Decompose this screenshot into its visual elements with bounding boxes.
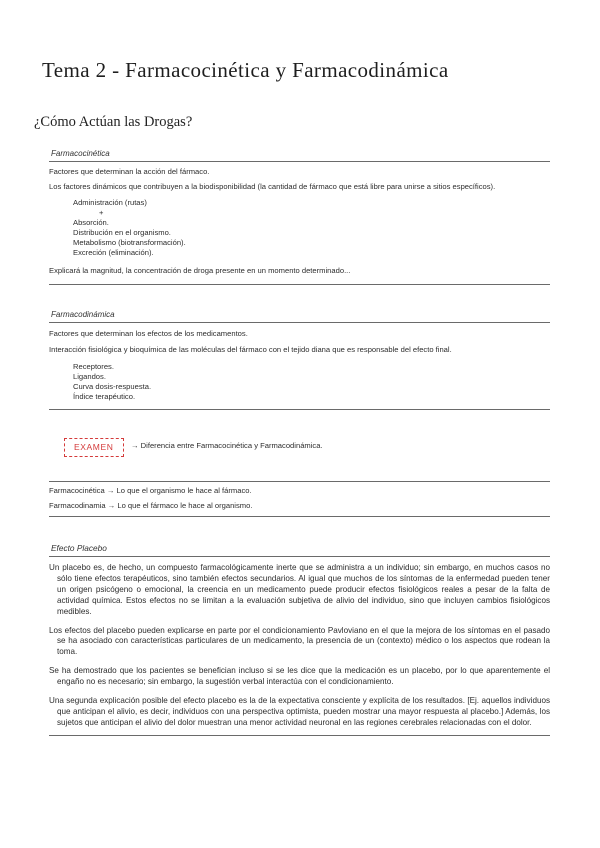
definition-farmacodinamia: Farmacodinamia → Lo que el fármaco le hace al organismo. [49,501,253,510]
list-item: Absorción. [73,218,109,227]
divider [49,284,550,285]
list-item: Ligandos. [73,372,106,381]
placebo-p1: Un placebo es, de hecho, un compuesto farmacológicamente inerte que se administra a un individuo; sin embargo, en muchos casos no sólo tiene efectos terapéuticos, sino también efectos secundarios. Al igual que muchos de los síntomas de la enfermedad pueden tener un origen psicógeno o emocional, la creencia en un medicamento puede producir efectos fisiológicos reales a pesar de la falta de actividad química. Estos efectos no se limitan a la evaluación subjetiva de alivio del individuo, sino que incluyen cambios fisiológicos medibles. [49,563,550,616]
placebo-section [49,543,550,736]
farmacocinetica-list [73,198,550,258]
list-item: Índice terapéutico. [73,392,136,401]
farmacocinetica-p3: Explicará la magnitud, la concentración de droga presente en un momento determinado... [49,266,351,275]
page-title: Tema 2 - Farmacocinética y Farmacodinámica [42,58,449,82]
list-item: Receptores. [73,362,114,371]
section-subtitle: ¿Cómo Actúan las Drogas? [34,114,193,130]
placebo-p2: Los efectos del placebo pueden explicarse en parte por el condicionamiento Pavloviano en el que la mejora de los síntomas en el pasado se ha asociado con características particulares de un medicamento, la presencia de un (contexto) médico o los aspectos que rodean la toma. [49,625,550,657]
definition-farmacocinetica: Farmacocinética → Lo que el organismo le hace al fármaco. [49,486,252,495]
farmacocinetica-p1: Factores que determinan la acción del fármaco. [49,167,210,176]
farmacodinamia-list [73,362,550,402]
divider [49,409,550,410]
list-item: Metabolismo (biotransformación). [73,238,186,247]
list-item: Curva dosis-respuesta. [73,382,152,391]
farmacocinetica-section [49,148,550,285]
divider [49,481,550,482]
list-item: Administración (rutas) [73,198,147,207]
farmacodinamia-section [49,309,550,410]
farmacocinetica-header: Farmacocinética [49,148,550,162]
examen-callout [64,437,323,457]
examen-text: → Diferencia entre Farmacocinética y Farmacodinámica. [130,441,323,451]
farmacocinetica-p2: Los factores dinámicos que contribuyen a la biodisponibilidad (la cantidad de fármaco que está libre para unirse a sitios específicos). [49,182,496,191]
list-item: + [99,208,104,217]
examen-badge: EXAMEN [64,438,124,457]
placebo-p4: Una segunda explicación posible del efecto placebo es la de la expectativa consciente y explícita de los resultados. [Ej. aquellos individuos que anticipan el alivio, es decir, individuos con una perspectiva optimista, pueden mostrar una mayor respuesta al placebo.] Además, los sujetos que anticipan el alivio del dolor muestran una menor actividad neuronal en las regiones cerebrales relacionadas con el dolor. [49,696,550,727]
farmacodinamia-p2: Interacción fisiológica y bioquímica de las moléculas del fármaco con el tejido diana que es responsable del efecto final. [49,345,452,354]
definitions-section [49,481,550,517]
farmacodinamia-p1: Factores que determinan los efectos de los medicamentos. [49,329,248,338]
divider [49,516,550,517]
divider [49,735,550,736]
list-item: Excreción (eliminación). [73,248,154,257]
farmacodinamia-header: Farmacodinámica [49,309,550,323]
list-item: Distribución en el organismo. [73,228,171,237]
placebo-header: Efecto Placebo [49,543,550,557]
placebo-p3: Se ha demostrado que los pacientes se benefician incluso si se les dice que la medicación es un placebo, por lo que aparentemente el engaño no es necesario; sin embargo, la sugestión verbal interactúa con el condicionamiento. [49,666,550,687]
